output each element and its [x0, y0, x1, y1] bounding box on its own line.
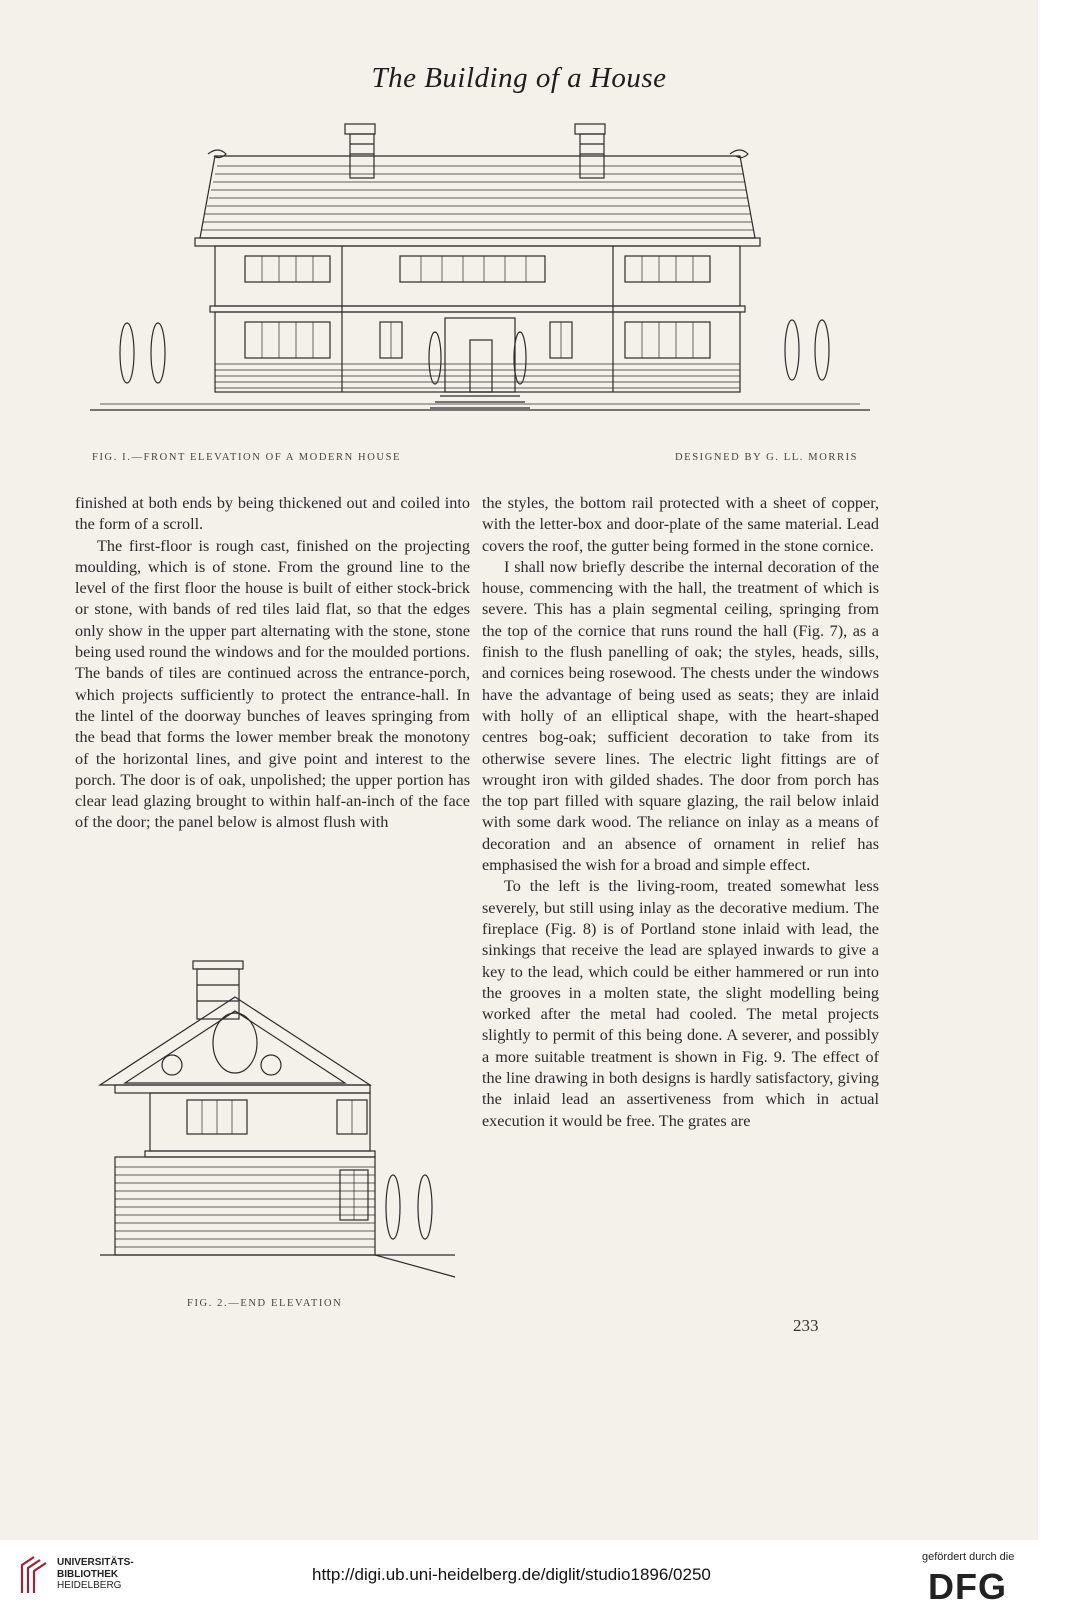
permalink-url[interactable]: http://digi.ub.uni-heidelberg.de/diglit/studio1896/0250: [312, 1565, 711, 1584]
left-column-text: [75, 493, 470, 834]
paragraph: finished at both ends by being thickened out and coiled into the form of a scroll.: [75, 494, 470, 534]
figure-1-caption: FIG. I.—FRONT ELEVATION OF A MODERN HOUSE: [92, 452, 402, 463]
paragraph: the styles, the bottom rail protected with a sheet of copper, with the letter-box and door-plate of the same material. Lead covers the roof, the gutter being formed in the stone cornice.: [482, 494, 879, 555]
library-name-line: HEIDELBERG: [57, 1580, 122, 1591]
figure-2-caption: FIG. 2.—END ELEVATION: [187, 1298, 343, 1309]
library-name: [57, 1557, 134, 1592]
front-elevation-drawing: [80, 118, 880, 428]
sponsor-label: gefördert durch die: [922, 1551, 1015, 1563]
scan-margin: [1038, 0, 1068, 1540]
end-elevation-drawing: [95, 955, 465, 1285]
library-name-line: BIBLIOTHEK: [57, 1568, 119, 1580]
paragraph: I shall now briefly describe the internal decoration of the house, commencing with the hall, the treatment of which is severe. This has a plain segmental ceiling, springing from the top of the cornice that runs round the hall (Fig. 7), as a finish to the flush panelling of oak; the styles, heads, sills, and cornices being rosewood. The chests under the windows have the advantage of being used as seats; they are inlaid with holly of an elliptical shape, with the heart-shaped centres bog-oak; sufficient decoration to take from its otherwise severe lines. The electric light fittings are of wrought iron with gilded shades. The door from porch has the top part filled with square glazing, the rail below inlaid with some dark wood. The reliance on inlay as a means of decoration and an absence of ornament in relief has emphasised the wish for a broad and simple effect.: [482, 557, 879, 875]
paragraph: The first-floor is rough cast, finished on the projecting moulding, which is of stone. From the ground line to the level of the first floor the house is built of either stock-brick or stone, with bands of red tiles laid flat, so that the edges only show in the upper part alternating with the stone, stone being used round the windows and for the moulded portions. The bands of tiles are continued across the entrance-porch, which projects sufficiently to protect the entrance-hall. In the lintel of the doorway bunches of leaves springing from the bead that forms the lower member break the monotony of the horizontal lines, and give point and interest to the porch. The door is of oak, unpolished; the upper portion has clear lead glazing brought to within half-an-inch of the face of the door; the panel below is almost flush with: [75, 536, 470, 832]
library-logo-icon: [18, 1555, 52, 1595]
page-number: 233: [793, 1316, 819, 1335]
dfg-logo: DFG: [928, 1566, 1007, 1607]
figure-1-credit: DESIGNED BY G. LL. MORRIS: [675, 452, 859, 463]
right-column-text: [482, 493, 879, 1132]
running-title: The Building of a House: [371, 62, 667, 94]
library-name-line: UNIVERSITÄTS-: [57, 1557, 134, 1568]
paragraph: To the left is the living-room, treated somewhat less severely, but still using inlay as the decorative medium. The fireplace (Fig. 8) is of Portland stone inlaid with lead, the sinkings that receive the lead are splayed inwards to give a key to the lead, which could be either hammered or run into the grooves in a molten state, the slight modelling being worked after the metal had cooled. The metal projects slightly to permit of this being done. A severer, and possibly a more suitable treatment is shown in Fig. 9. The effect of the line drawing in both designs is hardly satisfactory, giving the inlaid lead an assertiveness from which in actual execution it would be free. The grates are: [482, 877, 879, 1130]
